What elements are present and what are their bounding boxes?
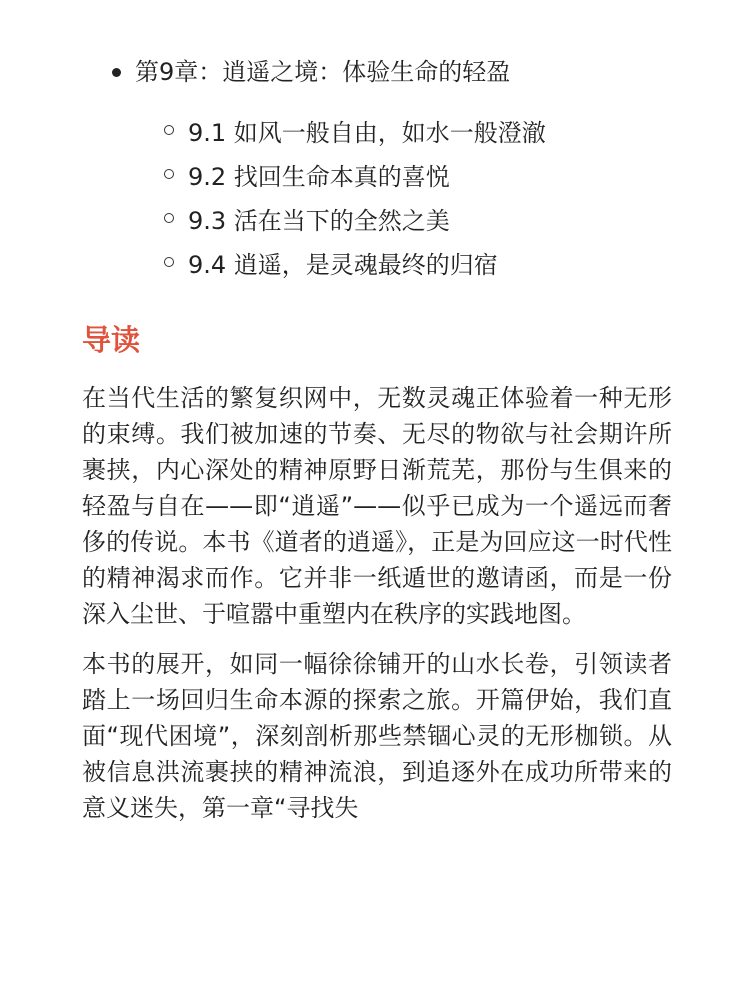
subsection-item [164,152,672,196]
subsection-item [164,240,672,284]
chapter-list-item [112,50,672,94]
chapter-title: 第9章：逍遥之境：体验生命的轻盈 [135,58,511,86]
subsection-item [164,196,672,240]
intro-paragraph: 在当代生活的繁复织网中，无数灵魂正体验着一种无形的束缚。我们被加速的节奏、无尽的物欲与社会期许所裹挟，内心深处的精神原野日渐荒芜，那份与生俱来的轻盈与自在——即“逍遥”——似乎已成为一个遥远而奢侈的传说。本书《道者的逍遥》，正是为回应这一时代性的精神渴求而作。它并非一纸遁世的邀请函，而是一份深入尘世、于喧嚣中重塑内在秩序的实践地图。 [82,384,672,628]
subsection-list [82,108,672,284]
bullet-circle-icon [164,169,174,179]
bullet-circle-icon [164,257,174,267]
subsection-item [164,108,672,152]
document-page [82,50,672,826]
subsection-label: 9.3 活在当下的全然之美 [188,206,450,235]
bullet-disc-icon [112,68,121,77]
subsection-label: 9.1 如风一般自由，如水一般澄澈 [188,118,546,147]
intro-heading: 导读 [82,323,141,357]
bullet-circle-icon [164,213,174,223]
subsection-label: 9.4 逍遥，是灵魂最终的归宿 [188,250,498,279]
intro-paragraph: 本书的展开，如同一幅徐徐铺开的山水长卷，引领读者踏上一场回归生命本源的探索之旅。开篇伊始，我们直面“现代困境”，深刻剖析那些禁锢心灵的无形枷锁。从被信息洪流裹挟的精神流浪，到追逐外在成功所带来的意义迷失，第一章“寻找失 [82,650,672,822]
bullet-circle-icon [164,125,174,135]
subsection-label: 9.2 找回生命本真的喜悦 [188,162,450,191]
